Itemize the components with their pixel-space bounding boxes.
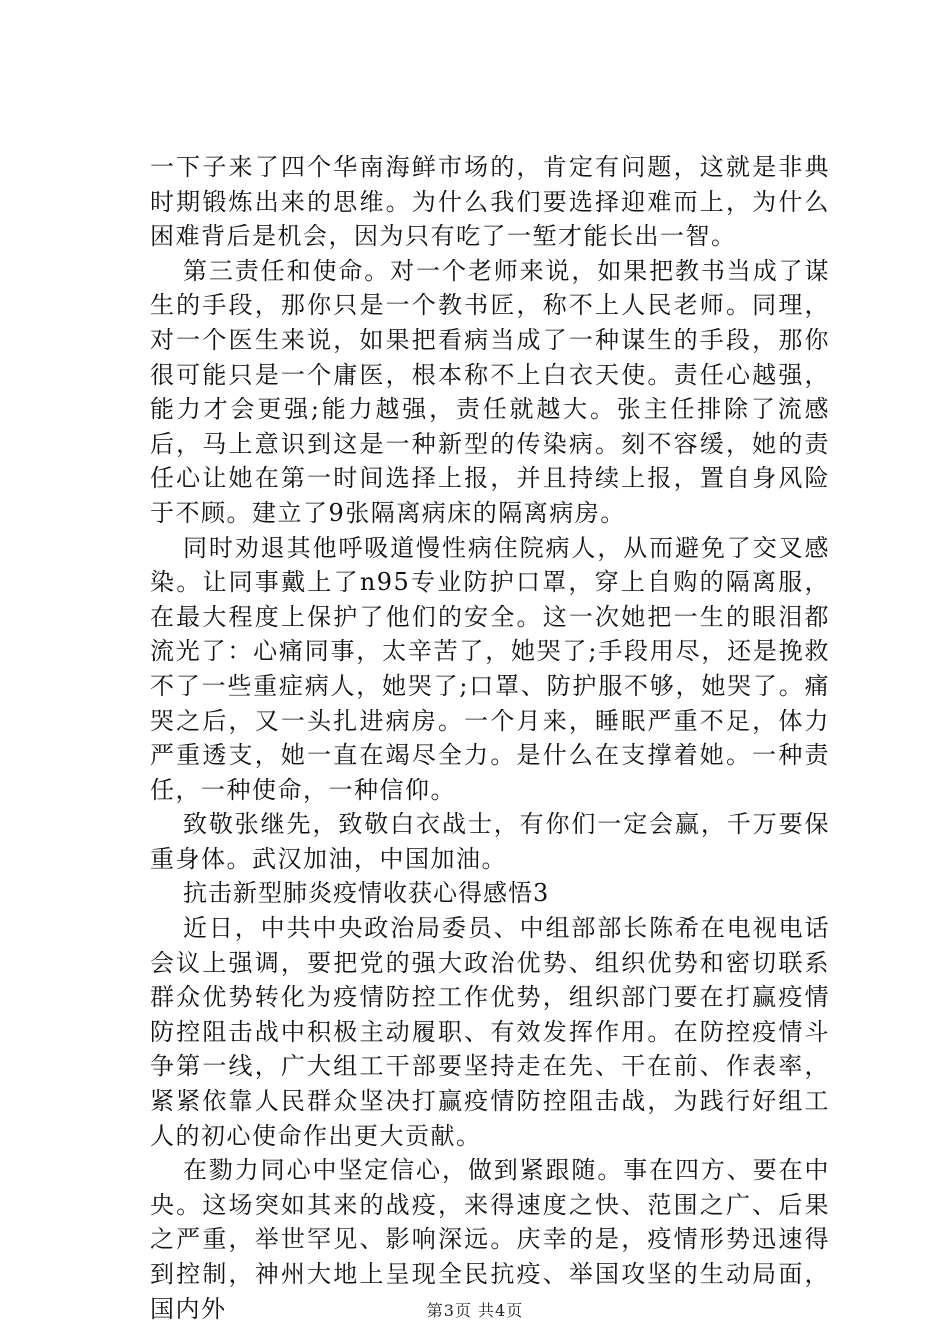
document-body [150, 150, 830, 1326]
paragraph-confidence: 在勠力同心中坚定信心，做到紧跟随。事在四方、要在中央。这场突如其来的战疫，来得速度之快、范围之广、后果之严重，举世罕见、影响深远。庆幸的是，疫情形势迅速得到控制，神州大地上呈现全民抗疫、举国攻坚的生动局面，国内外 [150, 1156, 830, 1323]
paragraph-responsibility: 第三责任和使命。对一个老师来说，如果把教书当成了谋生的手段，那你只是一个教书匠，称不上人民老师。同理，对一个医生来说，如果把看病当成了一种谋生的手段，那你很可能只是一个庸医，根本称不上白衣天使。责任心越强，能力才会更强;能力越强，责任就越大。张主任排除了流感后，马上意识到这是一种新型的传染病。刻不容缓，她的责任心让她在第一时间选择上报，并且持续上报，置自身风险于不顾。建立了9张隔离病床的隔离病房。 [150, 256, 830, 527]
page-footer: 第3页 共4页 [426, 1301, 524, 1320]
section-title: 抗击新型肺炎疫情收获心得感悟3 [183, 879, 550, 908]
paragraph-salute: 致敬张继先，致敬白衣战士，有你们一定会赢，千万要保重身体。武汉加油，中国加油。 [150, 810, 830, 873]
paragraph-meeting: 近日，中共中央政治局委员、中组部部长陈希在电视电话会议上强调，要把党的强大政治优势、组织优势和密切联系群众优势转化为疫情防控工作优势，组织部门要在打赢疫情防控阻击战中积极主动履职、有效发挥作用。在防控疫情斗争第一线，广大组工干部要坚持走在先、干在前、作表率，紧紧依靠人民群众坚决打赢疫情防控阻击战，为践行好组工人的初心使命作出更大贡献。 [150, 914, 830, 1150]
paragraph-continued: 一下子来了四个华南海鲜市场的，肯定有问题，这就是非典时期锻炼出来的思维。为什么我们要选择迎难而上，为什么困难背后是机会，因为只有吃了一堑才能长出一智。 [150, 153, 830, 251]
paragraph-isolation: 同时劝退其他呼吸道慢性病住院病人，从而避免了交叉感染。让同事戴上了n95专业防护口罩，穿上自购的隔离服，在最大程度上保护了他们的安全。这一次她把一生的眼泪都流光了：心痛同事，太辛苦了，她哭了;手段用尽，还是挽救不了一些重症病人，她哭了;口罩、防护服不够，她哭了。痛哭之后，又一头扎进病房。一个月来，睡眠严重不足，体力严重透支，她一直在竭尽全力。是什么在支撑着她。一种责任，一种使命，一种信仰。 [150, 533, 830, 804]
